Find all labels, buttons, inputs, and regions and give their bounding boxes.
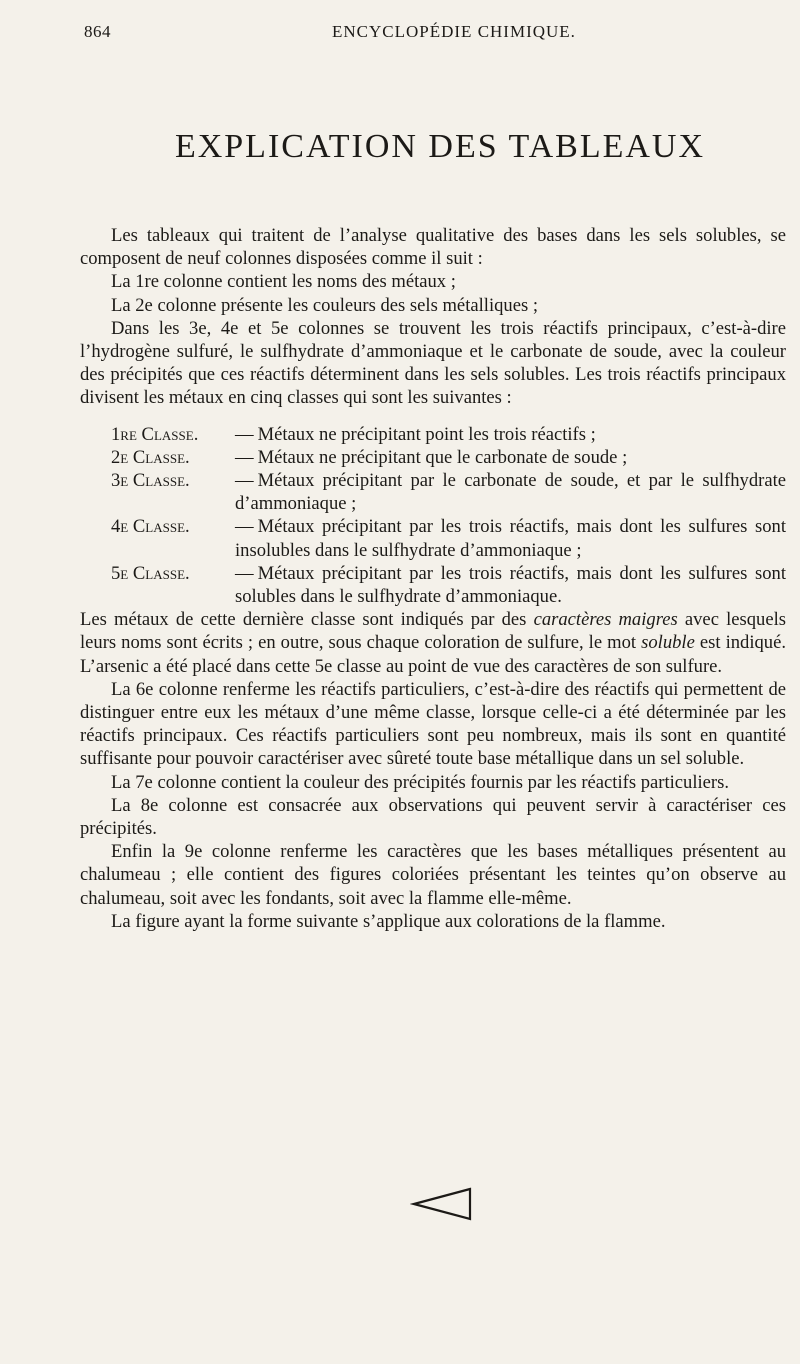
paragraph-column-2: La 2e colonne présente les couleurs des sels métalliques ; bbox=[111, 294, 539, 316]
class-text: Métaux ne précipitant point les trois réactifs ; bbox=[257, 423, 596, 445]
class-label: 5e Classe. bbox=[111, 562, 190, 584]
class-text: Métaux précipitant par le carbonate de soude, et par le sulfhydrate d’ammoniaque ; bbox=[235, 470, 786, 515]
italic-run: soluble bbox=[641, 632, 695, 654]
text-run: avec lesquels leurs noms sont écrits ; en outre, sous chaque coloration de sulfure, le mot bbox=[80, 609, 786, 654]
text-run: Les métaux de cette dernière classe sont indiqués par des bbox=[80, 609, 534, 631]
class-text: Métaux ne précipitant que le carbonate de soude ; bbox=[257, 446, 628, 468]
class-label: 4e Classe. bbox=[111, 516, 190, 538]
class-label: 3e Classe. bbox=[111, 470, 190, 492]
class-list bbox=[80, 423, 786, 609]
flame-wedge-icon bbox=[410, 1185, 474, 1225]
class-dash: — bbox=[235, 562, 254, 584]
text-run: est indiqué. L’arsenic a été placé dans cette 5e classe au point de vue des caractères de son sulfure. bbox=[80, 632, 787, 677]
class-item bbox=[80, 469, 786, 515]
paragraph-column-8: La 8e colonne est consacrée aux observations qui peuvent servir à caractériser ces précipités. bbox=[80, 794, 786, 840]
class-dash: — bbox=[235, 423, 254, 445]
body-text bbox=[80, 224, 786, 933]
running-title: ENCYCLOPÉDIE CHIMIQUE. bbox=[332, 22, 576, 41]
paragraph-column-6: La 6e colonne renferme les réactifs particuliers, c’est-à-dire des réactifs qui permettent de distinguer entre eux les métaux d’une même classe, lorsque celle-ci a été déterminée par les réactifs principaux. Ces réactifs particuliers sont peu nombreux, mais ils sont en quantité suffisante pour pouvoir caractériser avec sûreté toute base métallique dans un sel soluble. bbox=[80, 678, 786, 770]
paragraph-columns-3-5: Dans les 3e, 4e et 5e colonnes se trouvent les trois réactifs principaux, c’est-à-dire l’hydrogène sulfuré, le sulfhydrate d’ammoniaque et le carbonate de soude, avec la couleur des précipités que ces réactifs déterminent dans les sels solubles. Les trois réactifs principaux divisent les métaux en cinq classes qui sont les suivantes : bbox=[80, 317, 786, 409]
class-dash: — bbox=[235, 470, 254, 492]
paragraph-column-7: La 7e colonne contient la couleur des précipités fournis par les réactifs particuliers. bbox=[111, 771, 729, 793]
class-label: 1re Classe. bbox=[111, 423, 199, 445]
paragraph-column-9: Enfin la 9e colonne renferme les caractères que les bases métalliques présentent au chalumeau ; elle contient des figures coloriées présentant les teintes qu’on observe au chalumeau, soit avec les fondants, soit avec la flamme elle-même. bbox=[80, 841, 786, 909]
page-number: 864 bbox=[84, 22, 111, 41]
italic-run: caractères maigres bbox=[533, 609, 678, 631]
class-text: Métaux précipitant par les trois réactifs, mais dont les sulfures sont solubles dans le sulfhydrate d’ammoniaque. bbox=[235, 562, 786, 608]
class-dash: — bbox=[235, 516, 254, 538]
class-text: Métaux précipitant par les trois réactifs, mais dont les sulfures sont insolubles dans le sulfhydrate d’ammoniaque ; bbox=[235, 516, 786, 561]
paragraph-intro: Les tableaux qui traitent de l’analyse qualitative des bases dans les sels solubles, se composent de neuf colonnes disposées comme il suit : bbox=[80, 225, 786, 270]
class-item bbox=[80, 562, 786, 608]
class-dash: — bbox=[235, 446, 254, 468]
section-title: EXPLICATION DES TABLEAUX bbox=[174, 128, 706, 165]
class-item bbox=[80, 515, 786, 561]
paragraph-figure-note: La figure ayant la forme suivante s’applique aux colorations de la flamme. bbox=[111, 910, 666, 932]
class-label: 2e Classe. bbox=[111, 446, 190, 468]
running-head bbox=[84, 22, 740, 46]
class-item bbox=[80, 446, 786, 469]
class-item bbox=[80, 423, 786, 446]
paragraph-fifth-class-note bbox=[80, 608, 786, 678]
paragraph-column-1: La 1re colonne contient les noms des métaux ; bbox=[111, 271, 456, 293]
